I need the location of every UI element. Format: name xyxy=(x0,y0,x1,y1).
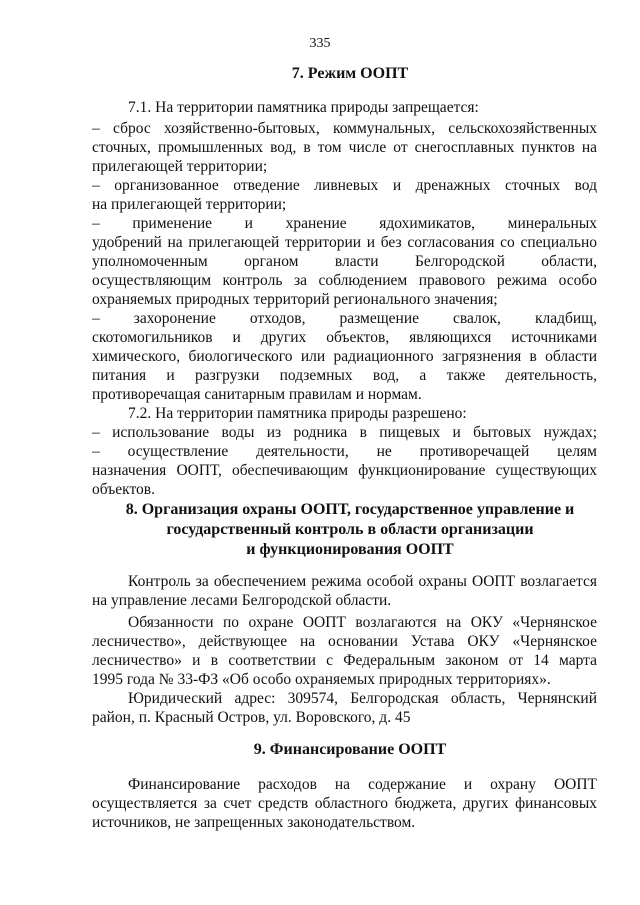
text-line: 7.1. На территории памятника природы запрещается: xyxy=(128,99,479,116)
text-line: на управление лесами Белгородской области. xyxy=(92,592,392,609)
text-line: источников, не запрещенных законодательством. xyxy=(92,814,416,831)
section-9-title: 9. Финансирование ООПТ xyxy=(253,741,447,758)
text-line: Обязанности по охране ООПТ возлагаются на ОКУ «Чернянское xyxy=(128,614,597,631)
text-line: прилегающей территории; xyxy=(92,158,268,175)
section-8-title-line: государственный контроль в области организации xyxy=(166,521,534,538)
text-line: район, п. Красный Остров, ул. Воровского, д. 45 xyxy=(92,709,411,726)
text-line: скотомогильников и других объектов, являющихся источниками xyxy=(92,329,597,346)
text-line: осуществляющим контроль за соблюдением правового режима особо xyxy=(92,272,597,289)
text-line: – использование воды из родника в пищевых и бытовых нуждах; xyxy=(92,424,597,441)
text-line: – осуществление деятельности, не противоречащей целям xyxy=(92,443,597,460)
text-line: лесничество» и в соответствии с Федеральным законом от 14 марта xyxy=(92,652,597,669)
page-number: 335 xyxy=(309,36,331,51)
text-line: химического, биологического или радиационного загрязнения в области xyxy=(92,348,597,365)
text-line: осуществляется за счет средств областного бюджета, других финансовых xyxy=(92,795,597,812)
text-line: – применение и хранение ядохимикатов, минеральных xyxy=(92,215,597,232)
text-line: – организованное отведение ливневых и дренажных сточных вод xyxy=(92,177,597,194)
section-7-title: 7. Режим ООПТ xyxy=(291,65,409,82)
text-line: назначения ООПТ, обеспечивающим функционирование существующих xyxy=(92,462,597,479)
text-line: на прилегающей территории; xyxy=(92,196,287,213)
text-line: удобрений на прилегающей территории и без согласования со специально xyxy=(92,234,597,251)
text-line: – захоронение отходов, размещение свалок, кладбищ, xyxy=(92,310,597,327)
text-line: уполномоченным органом власти Белгородской области, xyxy=(92,253,597,270)
text-line: 7.2. На территории памятника природы разрешено: xyxy=(128,405,467,422)
text-line: Финансирование расходов на содержание и охрану ООПТ xyxy=(128,776,597,793)
text-line: охраняемых природных территорий регионального значения; xyxy=(92,291,498,308)
text-line: 1995 года № 33-ФЗ «Об особо охраняемых природных территориях». xyxy=(92,671,551,688)
text-line: сточных, промышленных вод, в том числе от снегосплавных пунктов на xyxy=(92,139,597,156)
text-line: Юридический адрес: 309574, Белгородская область, Чернянский xyxy=(128,690,597,707)
section-8-title-line: и функционирования ООПТ xyxy=(246,541,454,558)
text-line: Контроль за обеспечением режима особой охраны ООПТ возлагается xyxy=(128,573,597,590)
text-line: питания и разгрузки подземных вод, а также деятельность, xyxy=(92,367,597,384)
text-line: объектов. xyxy=(92,481,155,498)
text-line: противоречащая санитарным правилам и нормам. xyxy=(92,386,422,403)
text-line: – сброс хозяйственно-бытовых, коммунальных, сельскохозяйственных xyxy=(92,120,597,137)
text-line: лесничество», действующее на основании Устава ОКУ «Чернянское xyxy=(92,633,597,650)
section-8-title-line: 8. Организация охраны ООПТ, государственное управление и xyxy=(125,501,575,518)
